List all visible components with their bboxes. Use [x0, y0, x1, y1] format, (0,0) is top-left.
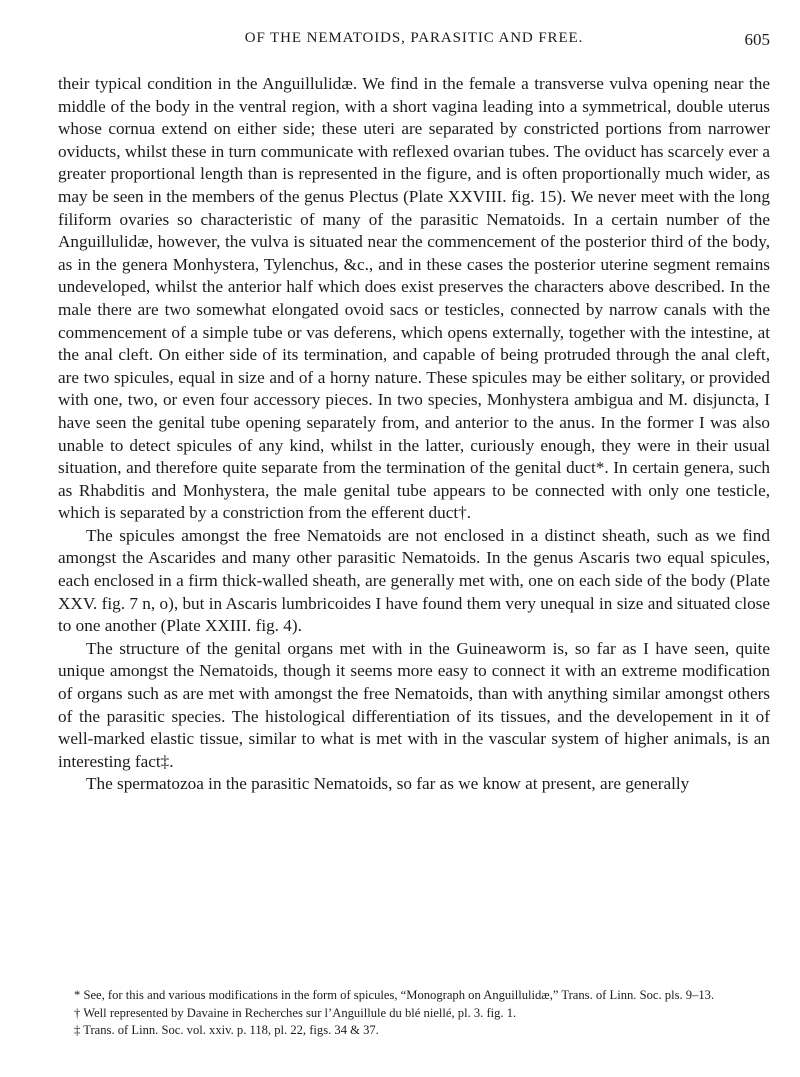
- paragraph: The spermatozoa in the parasitic Nematoids, so far as we know at present, are generally: [86, 774, 690, 794]
- paragraph: The spicules amongst the free Nematoids are not enclosed in a distinct sheath, such as we find amongst the Ascarides and many other parasitic Nematoids. In the genus Ascaris two equal spicules, each enclosed in a firm thick-walled sheath, are generally met with, one on each side of the body (Plate XXV. fig. 7 n, o), but in Ascaris lumbricoides I have found them very unequal in size and situated close to one another (Plate XXIII. fig. 4).: [58, 525, 770, 636]
- running-title: OF THE NEMATOIDS, PARASITIC AND FREE.: [244, 30, 584, 46]
- footnote: ‡ Trans. of Linn. Soc. vol. xxiv. p. 118, pl. 22, figs. 34 & 37.: [74, 1023, 379, 1037]
- body-text: [58, 73, 770, 796]
- footnote: * See, for this and various modifications in the form of spicules, “Monograph on Anguillulidæ,” Trans. of Linn. Soc. pls. 9–13.: [74, 988, 715, 1002]
- footnote: † Well represented by Davaine in Recherches sur l’Anguillule du blé niellé, pl. 3. fig. 1.: [74, 1005, 517, 1020]
- footnotes: [58, 987, 770, 1040]
- paragraph: their typical condition in the Anguillulidæ. We find in the female a transverse vulva opening near the middle of the body in the ventral region, with a short vagina leading into a symmetrical, double uterus whose cornua extend on either side; these uteri are separated by constricted portions from narrower oviducts, whilst these in turn communicate with reflexed ovarian tubes. The oviduct has scarcely ever a greater proportional length than is represented in the figure, and is often proportionally much wider, as may be seen in the members of the genus Plectus (Plate XXVIII. fig. 15). We never meet with the long filiform ovaries so characteristic of many of the parasitic Nematoids. In a certain number of the Anguillulidæ, however, the vulva is situated near the commencement of the posterior third of the body, as in the genera Monhystera, Tylenchus, &c., and in these cases the posterior uterine segment remains undeveloped, whilst the anterior half which does exist preserves the characters above described. In the male there are two somewhat elongated ovoid sacs or testicles, connected by narrow canals with the commencement of a simple tube or vas deferens, which opens externally, together with the intestine, at the anal cleft. On either side of its termination, and capable of being protruded through the anal cleft, are two spicules, equal in size and of a horny nature. These spicules may be either solitary, or provided with one, two, or even four accessory pieces. In two species, Monhystera ambigua and M. disjuncta, I have seen the genital tube opening separately from, and anterior to the anus. In the former I was also unable to detect spicules of any kind, whilst in the latter, curiously enough, they were in their usual situation, and therefore quite separate from the termination of the genital duct*. In certain genera, such as Rhabditis and Monhystera, the male genital tube appears to be connected with only one testicle, which is separated by a constriction from the efferent duct†.: [58, 74, 770, 523]
- paragraph: The structure of the genital organs met with in the Guineaworm is, so far as I have seen, quite unique amongst the Nematoids, though it seems more easy to connect it with an extreme modification of organs such as are met with amongst the free Nematoids, than with anything similar amongst others of the parasitic species. The histological differentiation of its tissues, and the developement in it of well-marked elastic tissue, similar to what is met with in the vascular system of higher animals, is an interesting fact‡.: [58, 638, 770, 771]
- page-header: [58, 30, 770, 54]
- page-number: 605: [744, 30, 770, 49]
